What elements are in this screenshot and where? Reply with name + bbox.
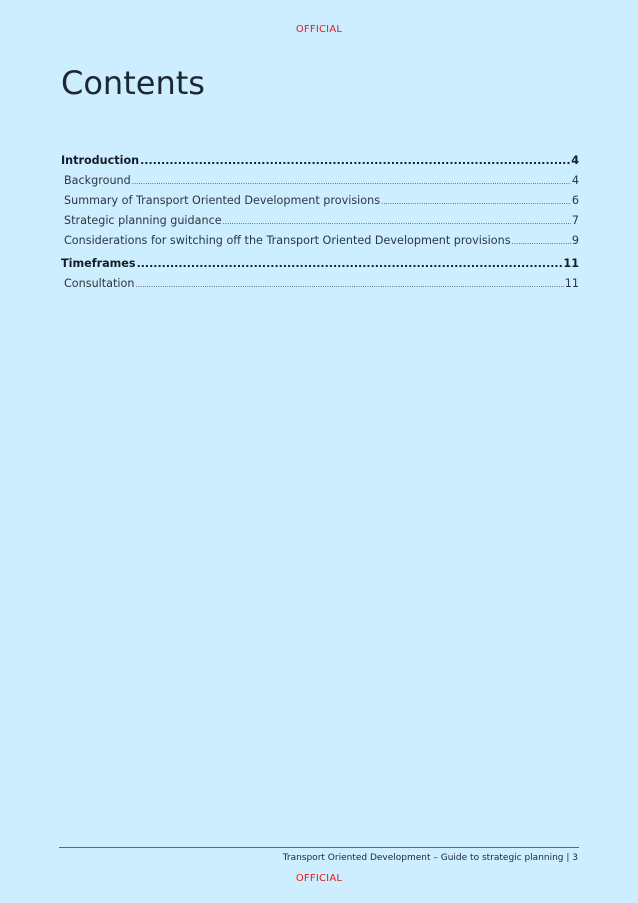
toc-dot-leader <box>137 257 563 270</box>
toc-entry-strategic-planning-guidance[interactable] <box>61 214 579 234</box>
toc-entry-page: 4 <box>571 154 579 167</box>
toc-dot-leader <box>512 238 571 246</box>
toc-entry-page: 4 <box>571 174 579 187</box>
page-title: Contents <box>61 64 205 102</box>
toc-entry-consultation[interactable] <box>61 277 579 297</box>
toc-dot-leader <box>140 154 570 167</box>
toc-entry-page: 6 <box>571 194 579 207</box>
security-marking-bottom: OFFICIAL <box>295 873 343 884</box>
toc-entry-summary-tod-provisions[interactable] <box>61 194 579 214</box>
toc-entry-label: Background <box>64 174 131 187</box>
toc-dot-leader <box>381 198 571 206</box>
toc-dot-leader <box>135 281 563 289</box>
toc-entry-label: Considerations for switching off the Transport Oriented Development provisions <box>64 234 511 247</box>
toc-entry-label: Summary of Transport Oriented Development provisions <box>64 194 381 207</box>
footer-divider <box>59 847 579 848</box>
toc-dot-leader <box>132 178 571 186</box>
footer-running-title: Transport Oriented Development – Guide to strategic planning | 3 <box>282 853 578 863</box>
toc-entry-label: Strategic planning guidance <box>64 214 222 227</box>
toc-entry-background[interactable] <box>61 174 579 194</box>
toc-entry-introduction[interactable] <box>61 154 579 174</box>
toc-dot-leader <box>223 218 571 226</box>
security-marking-top: OFFICIAL <box>295 24 343 35</box>
toc-entry-label: Consultation <box>64 277 135 290</box>
toc-entry-considerations-switching-off[interactable] <box>61 234 579 254</box>
toc-entry-page: 7 <box>571 214 579 227</box>
toc-entry-page: 9 <box>571 234 579 247</box>
table-of-contents <box>61 154 579 297</box>
toc-entry-label: Introduction <box>61 154 140 167</box>
toc-entry-page: 11 <box>563 257 579 270</box>
toc-entry-timeframes[interactable] <box>61 257 579 277</box>
toc-entry-page: 11 <box>564 277 579 290</box>
toc-entry-label: Timeframes <box>61 257 136 270</box>
